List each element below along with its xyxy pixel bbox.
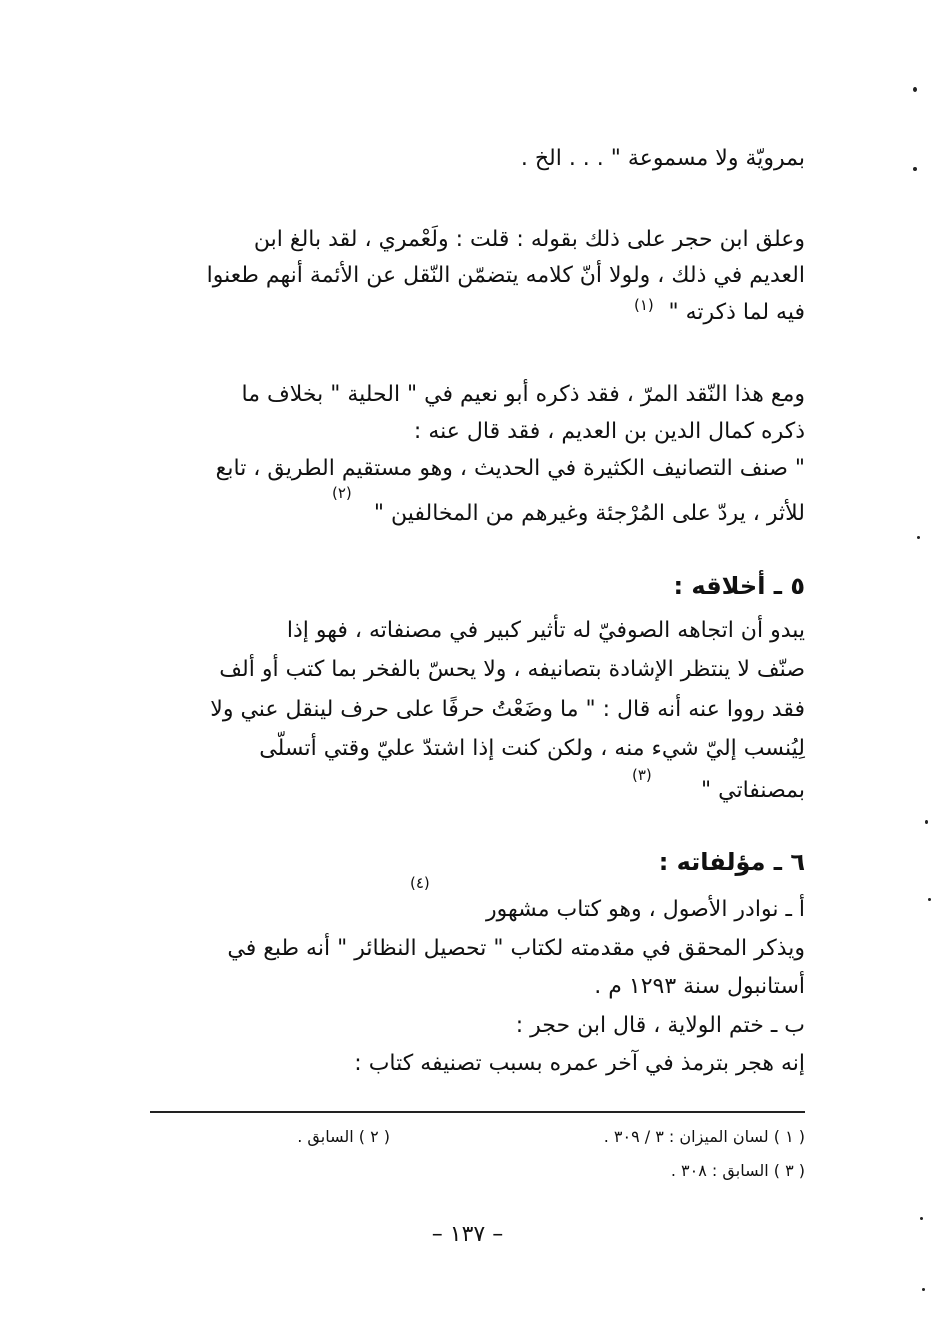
text-line: العديم في ذلك ، ولولا أنّ كلامه يتضمّن النّقل عن الأئمة أنهم طعنوا	[206, 263, 805, 288]
text-line: للأثر ، يردّ على المُرْجئة وغيرهم من المخالفين "	[373, 501, 805, 526]
text-line: ذكره كمال الدين بن العديم ، فقد قال عنه :	[413, 419, 805, 444]
text-line: أستانبول سنة ١٢٩٣ م .	[594, 974, 805, 999]
text-line: ويذكر المحقق في مقدمته لكتاب " تحصيل النظائر " أنه طبع في	[227, 936, 805, 961]
footnote-3: ( ٣ ) السابق : ٣٠٨ .	[670, 1161, 805, 1180]
footnote-separator	[150, 1111, 805, 1113]
text-line: بمرويّة ولا مسموعة " . . . الخ .	[520, 146, 805, 171]
text-line: بمصنفاتي "	[701, 778, 805, 803]
footnote-mark: (١)	[634, 296, 654, 314]
section-heading: ٦ ـ مؤلفاته :	[658, 848, 805, 876]
text-line: يبدو أن اتجاهه الصوفيّ له تأثير كبير في مصنفاته ، فهو إذا	[286, 618, 805, 643]
text-line: فقد رووا عنه أنه قال : " ما وضَعْتُ حرفًا على حرف لينقل عني ولا	[210, 697, 805, 722]
scan-speck	[922, 1288, 925, 1291]
footnote-2: ( ٢ ) السابق .	[297, 1127, 390, 1146]
footnote-mark: (٣)	[632, 766, 652, 784]
text-line: وعلق ابن حجر على ذلك بقوله : قلت : ولَعْمري ، لقد بالغ ابن	[253, 227, 805, 252]
text-line: إنه هجر بترمذ في آخر عمره بسبب تصنيفه كتاب :	[354, 1051, 805, 1076]
scan-speck	[917, 536, 920, 539]
text-line: لِيُنسب إليّ شيء منه ، ولكن كنت إذا اشتدّ عليّ وقتي أتسلّى	[259, 736, 805, 761]
section-heading: ٥ ـ أخلاقه :	[673, 572, 805, 600]
text-line: " صنف التصانيف الكثيرة في الحديث ، وهو مستقيم الطريق ، تابع	[215, 456, 805, 481]
text-line: صنّف لا ينتظر الإشادة بتصانيفه ، ولا يحسّ بالفخر بما كتب أو ألف	[219, 657, 805, 682]
scan-speck	[928, 898, 931, 901]
footnote-mark: (٢)	[332, 484, 352, 502]
page-number: – ١٣٧ –	[431, 1222, 504, 1247]
text-line: ومع هذا النّقد المرّ ، فقد ذكره أبو نعيم في " الحلية " بخلاف ما	[241, 382, 805, 407]
scan-speck	[913, 87, 917, 92]
text-line: أ ـ نوادر الأصول ، وهو كتاب مشهور	[486, 897, 805, 922]
text-line: فيه لما ذكرته "	[668, 300, 805, 325]
footnote-mark: (٤)	[410, 874, 430, 892]
scan-speck	[913, 167, 917, 171]
scan-speck	[920, 1217, 923, 1220]
text-line: ب ـ ختم الولاية ، قال ابن حجر :	[515, 1013, 805, 1038]
footnote-1: ( ١ ) لسان الميزان : ٣ / ٣٠٩ .	[603, 1127, 805, 1146]
scan-speck	[925, 820, 928, 824]
